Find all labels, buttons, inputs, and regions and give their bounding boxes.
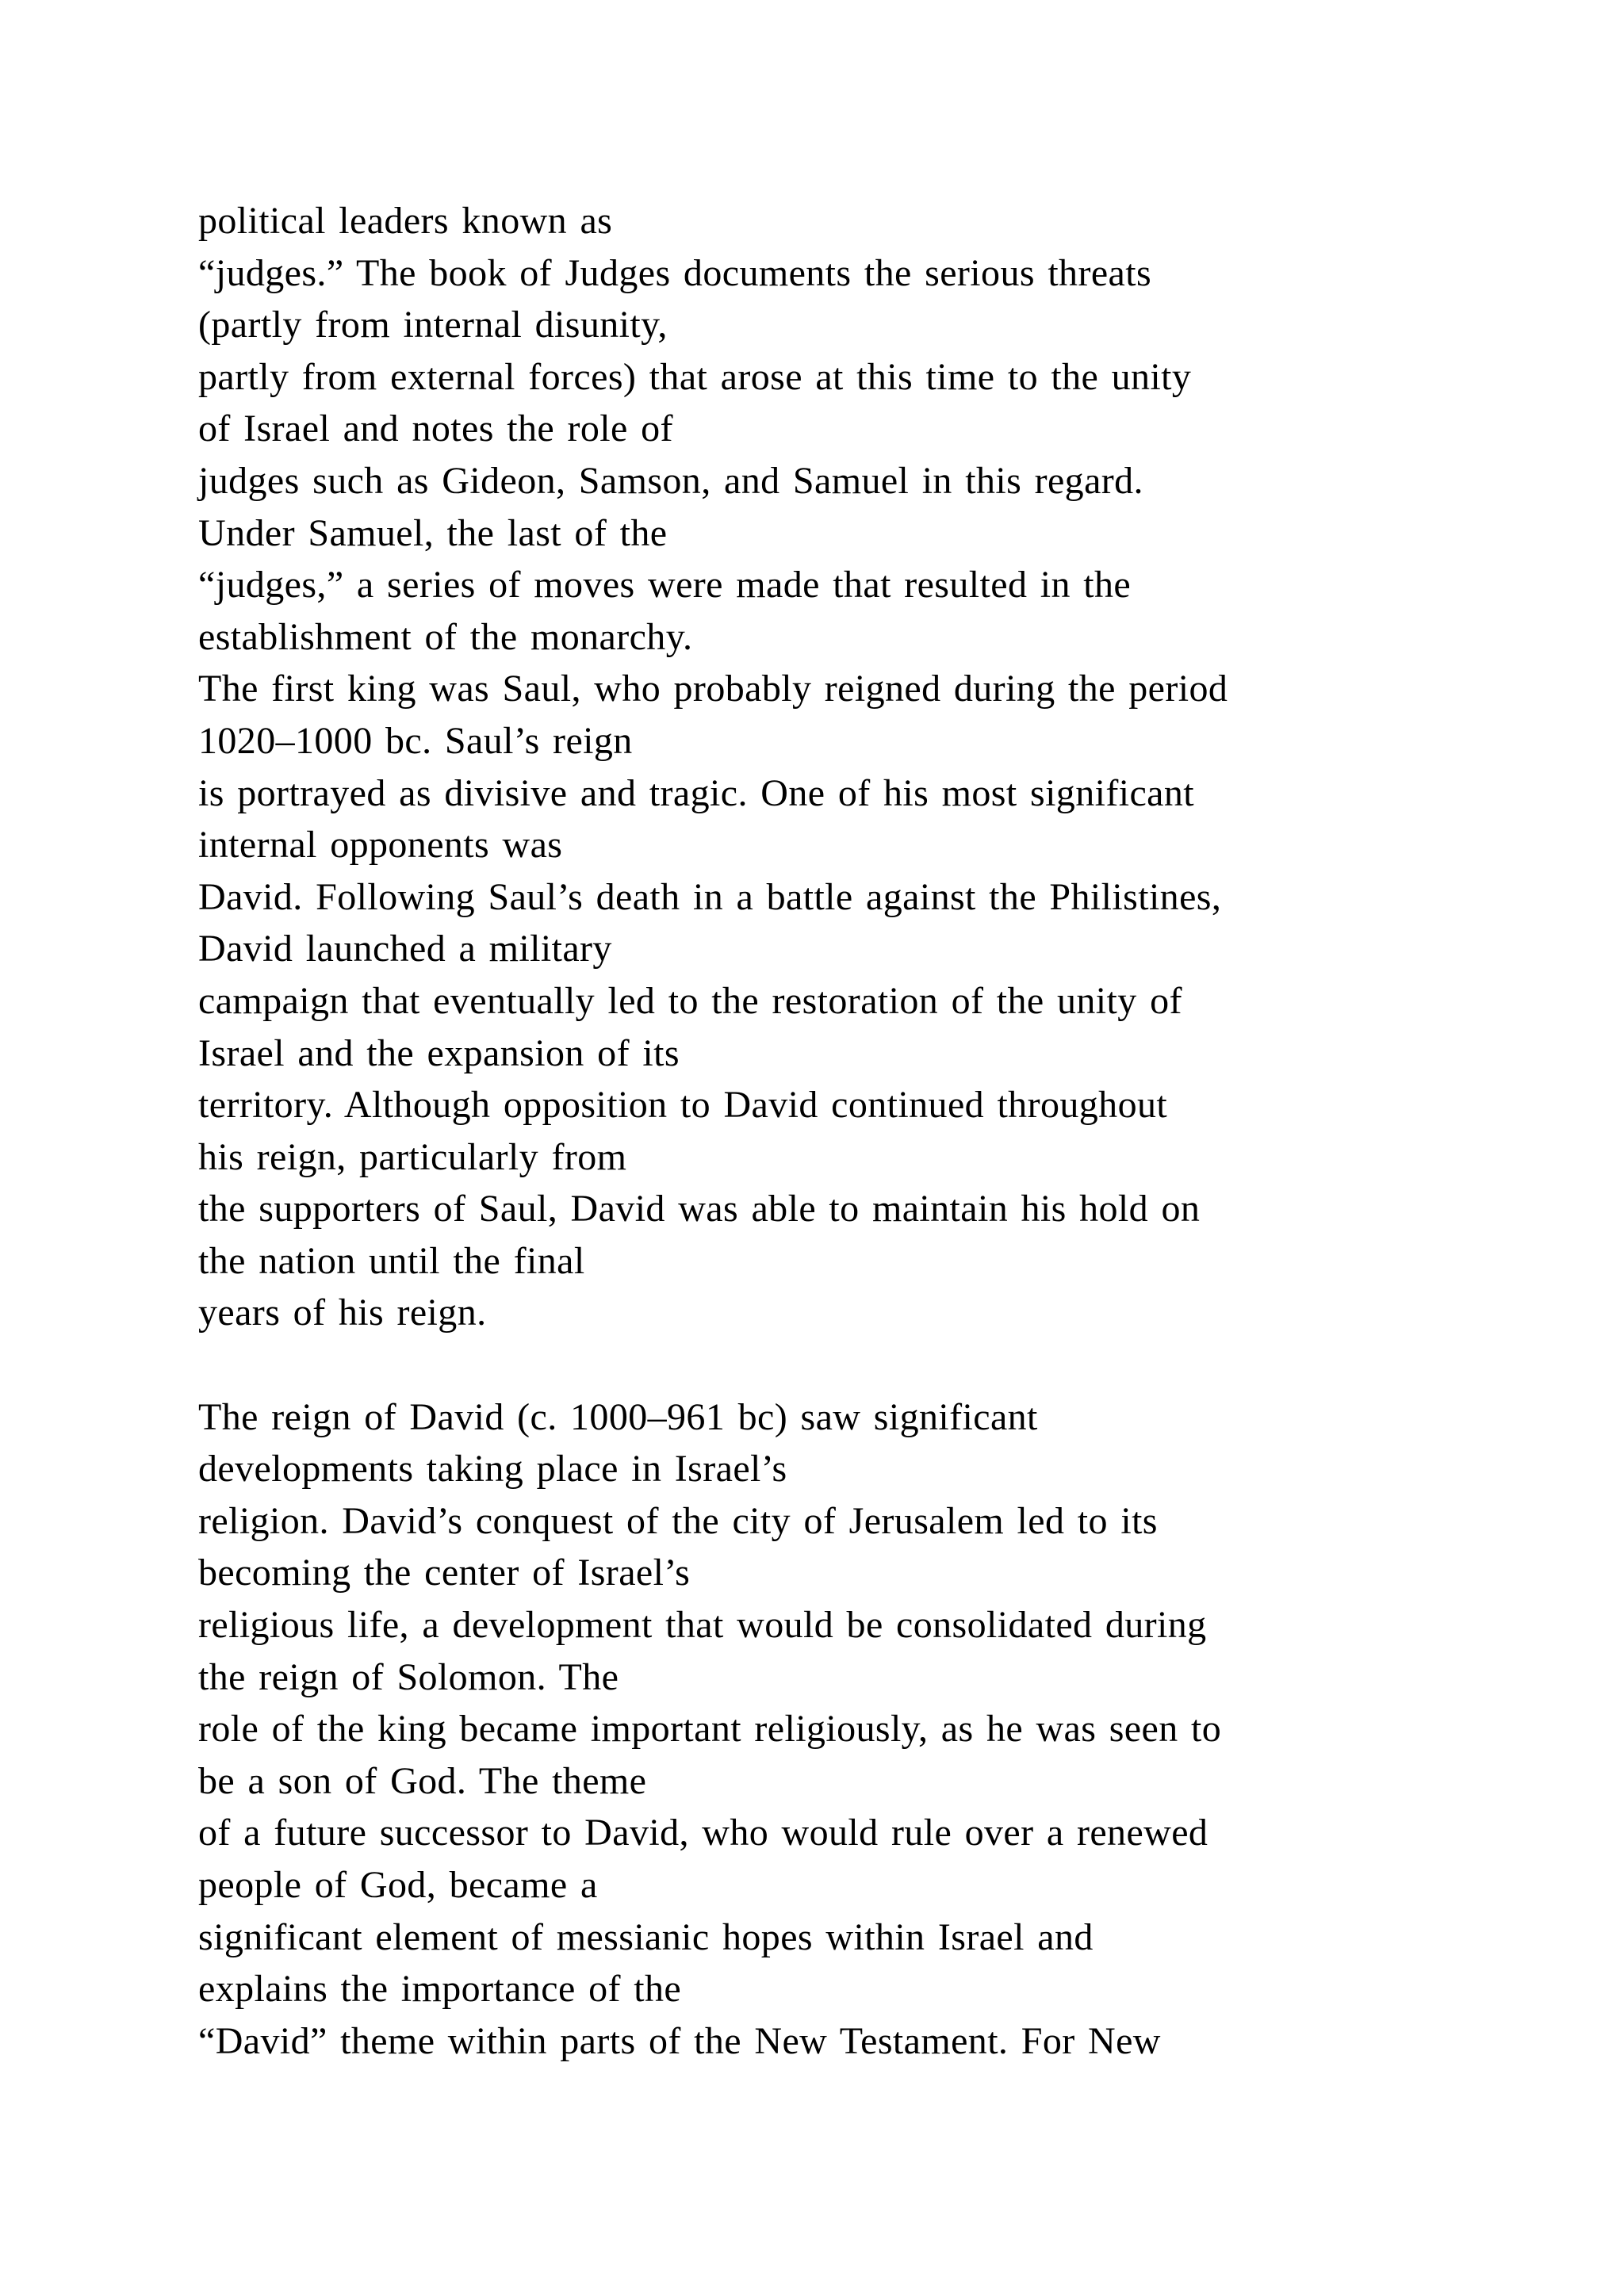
text-line: religious life, a development that would be consolidated during — [198, 1604, 1207, 1647]
text-line: becoming the center of Israel’s — [198, 1552, 691, 1594]
text-line: territory. Although opposition to David continued throughout — [198, 1084, 1168, 1127]
text-line: “David” theme within parts of the New Testament. For New — [198, 2019, 1161, 2062]
text-line: establishment of the monarchy. — [198, 615, 693, 658]
text-line: significant element of messianic hopes within Israel and — [198, 1915, 1094, 1958]
text-line: The reign of David (c. 1000–961 bc) saw significant — [198, 1395, 1038, 1438]
paragraph-gap — [198, 1339, 1594, 1391]
text-line: role of the king became important religiously, as he was seen to — [198, 1708, 1222, 1751]
text-line: The first king was Saul, who probably reigned during the period — [198, 668, 1228, 710]
text-line: Under Samuel, the last of the — [198, 511, 668, 554]
text-line: is portrayed as divisive and tragic. One of his most significant — [198, 771, 1195, 814]
text-line: Israel and the expansion of its — [198, 1031, 680, 1074]
text-line: David launched a military — [198, 928, 612, 970]
text-line: religion. David’s conquest of the city of Jerusalem led to its — [198, 1499, 1158, 1542]
body-text — [198, 195, 1594, 2067]
paragraph-2 — [198, 1391, 1594, 2068]
text-line: “judges,” a series of moves were made that resulted in the — [198, 564, 1132, 607]
text-line: developments taking place in Israel’s — [198, 1448, 787, 1490]
text-line: explains the importance of the — [198, 1968, 682, 2011]
paragraph-1 — [198, 195, 1594, 1339]
text-line: 1020–1000 bc. Saul’s reign — [198, 719, 633, 762]
text-line: campaign that eventually led to the restoration of the unity of — [198, 979, 1182, 1022]
text-line: of a future successor to David, who would rule over a renewed — [198, 1812, 1208, 1854]
text-line: the reign of Solomon. The — [198, 1655, 619, 1698]
text-line: of Israel and notes the role of — [198, 408, 673, 450]
text-line: (partly from internal disunity, — [198, 304, 668, 346]
text-line: political leaders known as — [198, 200, 613, 242]
text-line: be a son of God. The theme — [198, 1759, 647, 1802]
text-line: partly from external forces) that arose at this time to the unity — [198, 355, 1192, 398]
text-line: the nation until the final — [198, 1239, 585, 1282]
text-line: his reign, particularly from — [198, 1135, 627, 1178]
text-line: years of his reign. — [198, 1292, 487, 1334]
text-line: David. Following Saul’s death in a battle against the Philistines, — [198, 875, 1222, 918]
text-line: internal opponents was — [198, 824, 563, 867]
text-line: people of God, became a — [198, 1864, 598, 1906]
text-line: “judges.” The book of Judges documents the serious threats — [198, 251, 1152, 294]
text-line: judges such as Gideon, Samson, and Samuel in this regard. — [198, 459, 1143, 502]
text-line: the supporters of Saul, David was able to maintain his hold on — [198, 1188, 1201, 1230]
